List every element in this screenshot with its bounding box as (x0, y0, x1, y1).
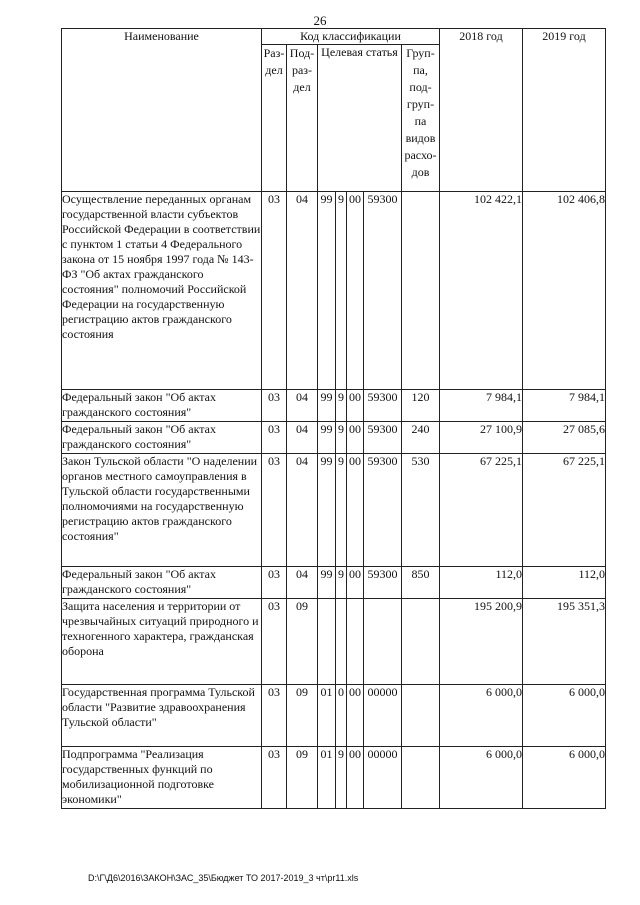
row-amount-2018: 6 000,0 (440, 685, 523, 747)
row-razdel: 03 (262, 422, 287, 454)
row-csr-direction: 59300 (364, 390, 402, 422)
row-amount-2018: 7 984,1 (440, 390, 523, 422)
row-csr-event: 00 (347, 567, 364, 599)
row-amount-2019: 67 225,1 (523, 454, 606, 567)
row-expense-group (402, 599, 440, 685)
header-expense-group: Груп- па, под- груп- па видов расхо- дов (402, 45, 440, 192)
row-name: Защита населения и территории от чрезвычайных ситуаций природного и техногенного характера, гражданская оборона (62, 599, 262, 685)
table-row (62, 422, 606, 454)
table-row (62, 599, 606, 685)
row-razdel: 03 (262, 685, 287, 747)
row-amount-2018: 112,0 (440, 567, 523, 599)
row-razdel: 03 (262, 747, 287, 809)
header-code: Код классификации (262, 29, 440, 45)
row-podrazdel: 04 (287, 422, 318, 454)
row-csr-event: 00 (347, 390, 364, 422)
table-row (62, 567, 606, 599)
row-csr-subprogram: 9 (336, 454, 347, 567)
row-amount-2019: 112,0 (523, 567, 606, 599)
row-amount-2019: 27 085,6 (523, 422, 606, 454)
row-csr-subprogram: 9 (336, 422, 347, 454)
row-name: Государственная программа Тульской области "Развитие здравоохранения Тульской области" (62, 685, 262, 747)
row-amount-2018: 27 100,9 (440, 422, 523, 454)
header-2019: 2019 год (523, 29, 606, 192)
row-csr-program (318, 599, 336, 685)
header-podrazdel: Под- раз- дел (287, 45, 318, 192)
row-csr-direction: 00000 (364, 685, 402, 747)
row-csr-direction: 59300 (364, 422, 402, 454)
row-amount-2018: 102 422,1 (440, 192, 523, 390)
row-podrazdel: 09 (287, 685, 318, 747)
row-expense-group: 530 (402, 454, 440, 567)
row-csr-event (347, 599, 364, 685)
row-amount-2019: 6 000,0 (523, 685, 606, 747)
table-row (62, 747, 606, 809)
row-amount-2019: 195 351,3 (523, 599, 606, 685)
row-csr-direction: 59300 (364, 192, 402, 390)
row-csr-program: 01 (318, 685, 336, 747)
row-csr-direction (364, 599, 402, 685)
header-2018: 2018 год (440, 29, 523, 192)
header-target-article: Целевая статья (318, 45, 402, 192)
table-row (62, 390, 606, 422)
row-amount-2019: 7 984,1 (523, 390, 606, 422)
row-csr-subprogram: 9 (336, 567, 347, 599)
table-row (62, 685, 606, 747)
row-csr-subprogram (336, 599, 347, 685)
row-name: Подпрограмма "Реализация государственных функций по мобилизационной подготовке экономики" (62, 747, 262, 809)
row-csr-subprogram: 9 (336, 192, 347, 390)
row-expense-group: 850 (402, 567, 440, 599)
row-expense-group (402, 192, 440, 390)
budget-table (61, 28, 606, 809)
row-expense-group (402, 685, 440, 747)
row-csr-program: 01 (318, 747, 336, 809)
row-csr-program: 99 (318, 192, 336, 390)
file-path-footer: D:\Г\Д6\2016\ЗАКОН\ЗАС_35\Бюджет ТО 2017-2019_3 чт\pr11.xls (88, 873, 359, 883)
row-podrazdel: 04 (287, 390, 318, 422)
row-podrazdel: 09 (287, 747, 318, 809)
page-number: 26 (313, 13, 327, 28)
row-name: Федеральный закон "Об актах гражданского состояния" (62, 567, 262, 599)
table-row (62, 192, 606, 390)
row-csr-event: 00 (347, 454, 364, 567)
row-amount-2018: 67 225,1 (440, 454, 523, 567)
row-podrazdel: 09 (287, 599, 318, 685)
row-csr-event: 00 (347, 747, 364, 809)
row-expense-group: 120 (402, 390, 440, 422)
row-csr-event: 00 (347, 192, 364, 390)
row-name: Федеральный закон "Об актах гражданского состояния" (62, 422, 262, 454)
row-podrazdel: 04 (287, 192, 318, 390)
row-csr-program: 99 (318, 422, 336, 454)
row-csr-program: 99 (318, 390, 336, 422)
row-csr-event: 00 (347, 422, 364, 454)
row-podrazdel: 04 (287, 567, 318, 599)
row-razdel: 03 (262, 454, 287, 567)
row-name: Федеральный закон "Об актах гражданского состояния" (62, 390, 262, 422)
row-csr-direction: 00000 (364, 747, 402, 809)
row-expense-group (402, 747, 440, 809)
row-razdel: 03 (262, 192, 287, 390)
table-row (62, 454, 606, 567)
row-razdel: 03 (262, 599, 287, 685)
row-csr-direction: 59300 (364, 454, 402, 567)
row-razdel: 03 (262, 390, 287, 422)
header-razdel: Раз- дел (262, 45, 287, 192)
row-razdel: 03 (262, 567, 287, 599)
row-csr-program: 99 (318, 567, 336, 599)
row-expense-group: 240 (402, 422, 440, 454)
row-amount-2018: 195 200,9 (440, 599, 523, 685)
header-name: Наименование (62, 29, 262, 192)
row-csr-subprogram: 9 (336, 747, 347, 809)
row-csr-program: 99 (318, 454, 336, 567)
row-podrazdel: 04 (287, 454, 318, 567)
row-csr-subprogram: 0 (336, 685, 347, 747)
row-csr-subprogram: 9 (336, 390, 347, 422)
row-amount-2019: 6 000,0 (523, 747, 606, 809)
row-name: Осуществление переданных органам государственной власти субъектов Российской Федерации в соответствии с пунктом 1 статьи 4 Федерального закона от 15 ноября 1997 года № 143-ФЗ "Об актах гражданского состояния" полномочий Российской Федерации на государственную регистрацию актов гражданского состояния (62, 192, 262, 390)
row-name: Закон Тульской области "О наделении органов местного самоуправления в Тульской области государственными полномочиями на государственную регистрацию актов гражданского состояния" (62, 454, 262, 567)
row-csr-direction: 59300 (364, 567, 402, 599)
row-amount-2018: 6 000,0 (440, 747, 523, 809)
row-csr-event: 00 (347, 685, 364, 747)
row-amount-2019: 102 406,8 (523, 192, 606, 390)
